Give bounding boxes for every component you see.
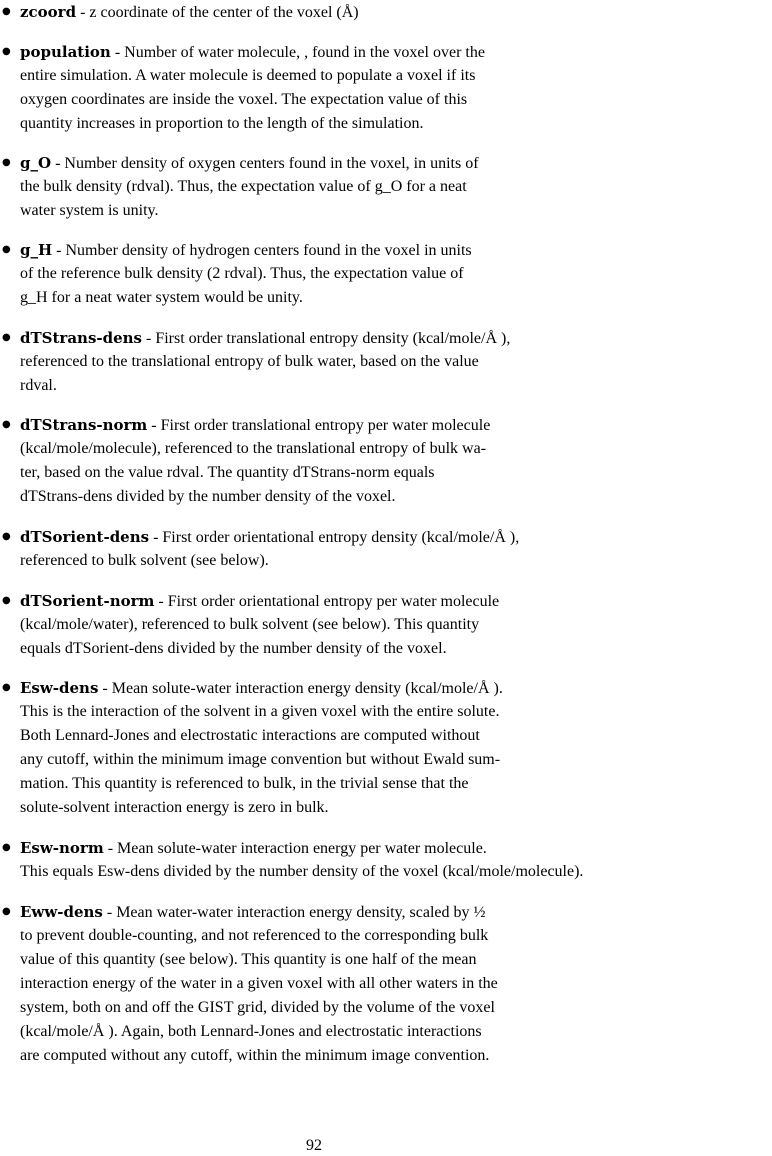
item-line: the bulk density (rdval). Thus, the expectation value of g_O for a neat <box>20 178 467 195</box>
item-line: of the reference bulk density (2 rdval). Thus, the expectation value of <box>20 265 464 282</box>
item-line: zcoord - z coordinate of the center of the voxel (Å) <box>20 3 359 21</box>
term-label: population <box>20 43 111 61</box>
term-label: dTStrans-dens <box>20 329 142 347</box>
bullet-icon: ● <box>2 157 11 168</box>
item-line: Esw-dens - Mean solute-water interaction energy density (kcal/mole/Å ). <box>20 679 503 697</box>
item-line: dTStrans-dens - First order translational entropy density (kcal/mole/Å ), <box>20 329 511 347</box>
item-line: g_H for a neat water system would be unity. <box>20 289 303 306</box>
bullet-icon: ● <box>2 332 11 343</box>
item-line: Eww-dens - Mean water-water interaction energy density, scaled by ½ <box>20 903 486 921</box>
bullet-icon: ● <box>2 46 11 57</box>
item-line: dTSorient-norm - First order orientational entropy per water molecule <box>20 592 500 610</box>
bullet-icon: ● <box>2 6 11 17</box>
item-line: population - Number of water molecule, , found in the voxel over the <box>20 43 485 61</box>
item-line: value of this quantity (see below). This quantity is one half of the mean <box>20 951 477 968</box>
bullet-icon: ● <box>2 842 11 853</box>
item-line: This is the interaction of the solvent in a given voxel with the entire solute. <box>20 703 500 720</box>
item-line: mation. This quantity is referenced to bulk, in the trivial sense that the <box>20 775 469 792</box>
bullet-icon: ● <box>2 531 11 542</box>
item-line: are computed without any cutoff, within the minimum image convention. <box>20 1047 490 1064</box>
term-label: g_H <box>20 241 53 259</box>
term-label: Eww-dens <box>20 903 103 921</box>
item-line: Both Lennard-Jones and electrostatic interactions are computed without <box>20 727 480 744</box>
item-line: dTStrans-dens divided by the number density of the voxel. <box>20 488 396 505</box>
item-line: interaction energy of the water in a given voxel with all other waters in the <box>20 975 498 992</box>
item-line: rdval. <box>20 377 57 394</box>
term-label: dTSorient-norm <box>20 592 155 610</box>
item-line: equals dTSorient-dens divided by the number density of the voxel. <box>20 640 447 657</box>
item-line: any cutoff, within the minimum image convention but without Ewald sum- <box>20 751 501 768</box>
item-line: dTSorient-dens - First order orientational entropy density (kcal/mole/Å ), <box>20 528 520 546</box>
item-line: dTStrans-norm - First order translational entropy per water molecule <box>20 416 491 434</box>
bullet-icon: ● <box>2 906 11 917</box>
term-label: zcoord <box>20 3 77 21</box>
item-line: system, both on and off the GIST grid, divided by the volume of the voxel <box>20 999 495 1016</box>
item-line: ter, based on the value rdval. The quantity dTStrans-norm equals <box>20 464 435 481</box>
item-line: entire simulation. A water molecule is deemed to populate a voxel if its <box>20 67 476 84</box>
item-line: This equals Esw-dens divided by the number density of the voxel (kcal/mole/molecule). <box>20 863 584 880</box>
item-line: oxygen coordinates are inside the voxel. The expectation value of this <box>20 91 468 108</box>
bullet-icon: ● <box>2 419 11 430</box>
term-label: dTSorient-dens <box>20 528 150 546</box>
term-label: dTStrans-norm <box>20 416 148 434</box>
item-line: (kcal/mole/molecule), referenced to the translational entropy of bulk wa- <box>20 440 487 457</box>
page-number: 92 <box>306 1137 322 1154</box>
term-label: g_O <box>20 154 52 172</box>
item-line: (kcal/mole/water), referenced to bulk solvent (see below). This quantity <box>20 616 480 633</box>
item-line: water system is unity. <box>20 202 159 219</box>
bullet-icon: ● <box>2 244 11 255</box>
item-line: (kcal/mole/Å ). Again, both Lennard-Jones and electrostatic interactions <box>20 1023 482 1040</box>
item-line: referenced to the translational entropy of bulk water, based on the value <box>20 353 479 370</box>
item-line: g_O - Number density of oxygen centers found in the voxel, in units of <box>20 154 479 172</box>
item-line: quantity increases in proportion to the length of the simulation. <box>20 115 424 132</box>
item-line: referenced to bulk solvent (see below). <box>20 552 269 569</box>
bullet-icon: ● <box>2 595 11 606</box>
item-line: g_H - Number density of hydrogen centers found in the voxel in units <box>20 241 472 259</box>
item-line: to prevent double-counting, and not referenced to the corresponding bulk <box>20 927 489 944</box>
term-label: Esw-dens <box>20 679 99 697</box>
item-line: solute-solvent interaction energy is zero in bulk. <box>20 799 329 816</box>
bullet-icon: ● <box>2 682 11 693</box>
term-label: Esw-norm <box>20 839 104 857</box>
item-line: Esw-norm - Mean solute-water interaction energy per water molecule. <box>20 839 487 857</box>
